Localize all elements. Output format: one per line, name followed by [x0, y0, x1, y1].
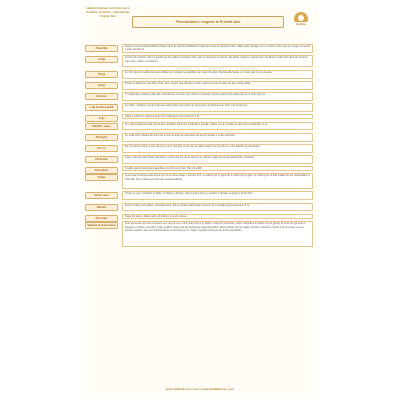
- page-title: Përmbledhim i tregimit të Profetit Nuh: [175, 20, 241, 24]
- table-row: [82, 144, 318, 153]
- summary-table: [82, 44, 318, 250]
- row-label: Përfundimi: [85, 156, 118, 163]
- row-label: Anija: [85, 115, 118, 122]
- table-row: [82, 103, 318, 112]
- row-content: Nuh ibn Lamek ibn Matushalah ibn Hanuh (Idris) ibn Jarid ibn Mahalail ibn Kajnan ibn Anush ibn Shith ibn Adem, Allahu qoftë i kënaqur me ta. Ai ishte profeti i parë që u dërgua te njerëzit e tokës pas Ademit.: [122, 44, 313, 53]
- row-label: Prejardhja: [85, 45, 118, 52]
- table-row: [82, 191, 318, 200]
- row-label: Mësimet: [85, 204, 118, 211]
- row-label: Përfundim: [85, 215, 118, 222]
- row-label: Ndërtimi i anijes: [85, 123, 118, 130]
- row-label: Refuzimi: [85, 93, 118, 100]
- row-content: Durimi në thirrje drejt Allahut, mbështetja tek Ai, dhe se shpëtimi është vetëm në besim dhe në bindje ndaj të dërguarve të Tij.: [122, 203, 313, 212]
- row-content: Biri i tij refuzoi të hipte në anije dhe tha se do të strehohej në një mal, por valët e ndanë mes tyre dhe ai u mbyt bashkë me jobesimtarët.: [122, 144, 313, 153]
- row-content: Ai lindi rreth njëqind e njëzet e gjashtë vjet pas vdekjes së Ademit. Ishte i pari i të dërguarve me sheriat, dhe Allahu e dërgoi te populli i tij kur ata filluan të adhuronin idhujt dhe devijuan nga rruga e drejtë e monoteizmit.: [122, 55, 313, 67]
- table-row: [82, 55, 318, 67]
- row-content: Thuhet se varri i tij ndodhet në Mekë, në Xhamin e Shenjtë, ndërsa të tjerë thonë se ndodhet në Bekaa, në qytetin e Kerkut Nuh.: [122, 191, 313, 200]
- table-row: [82, 166, 318, 171]
- row-content: Kur erdhi urdhri i Allahut dhe furra vloi, ai mori në anije nga çdo krijesë nga një çift, familjen e tij dhe besimtarët.: [122, 133, 313, 142]
- row-label: Vdekja: [85, 174, 118, 181]
- row-content: Të gjithë njerëzit pas tij janë pasardhës të tre bijve të tij: Sam, Ham dhe Jafith.: [122, 166, 313, 171]
- table-row: [82, 173, 318, 189]
- table-row: [82, 114, 318, 119]
- table-row: [82, 221, 318, 247]
- page-header: [82, 6, 318, 44]
- document-page: [82, 6, 318, 394]
- row-content: Ai e ndërtoi anijen larg detit, dhe sa herë që kalonin pranë tij të mëdhenjtë e popullit, e tallnin, por ai u thoshte se edhe ata do të talleshin me ta.: [122, 122, 313, 131]
- page-footer: www.HadithEncyc.com | www.HadithEncyc.com: [165, 387, 235, 391]
- row-content: Nuhu përmendet në Kuran në shumë sure, dhe një sure e tërë mban emrin e tij. Allahu e quajti rob mirënjohës, sepse e falënderonte Allahun në çdo gjendje. Ai është një nga pesë të dërguarit e vendosur (ulul-azm): Nuhu, Ibrahimi, Musai, Isai dhe Muhamedi, paqja dhe bekimi i Allahut qofshin mbi ta të gjithë. Në Ditën e Kiametit, populli i tij do ta mohojë se ai ua përcolli mesazhin, dhe umeti i Muhamedit do të dëshmojë për të. Tregimi i tij është mësim për çdo thirrës drejt Allahut.: [122, 221, 313, 247]
- row-label: Përmbytja: [85, 134, 118, 141]
- row-label: Thirrja: [85, 71, 118, 78]
- row-content: Të mëdhenjtë e popullit e tallën dhe e akuzuan për çmenduri, dhe i thanë se pasuesit e tij ishin vetëm më të dobëtit dhe më të varfrit prej tyre.: [122, 92, 313, 101]
- table-row: [82, 155, 318, 164]
- row-content: Ai i thirri njerëzit të adhuronin vetëm Allahun për nëntëqind e pesëdhjetë vjet, natën dhe ditën, fshehtas dhe haptas, por vetëm pak prej tyre besuan.: [122, 70, 313, 79]
- row-content: Ai jetoi pas përmbytjes edhe shumë vjet. Kur iu afrua vdekja, u tha bijve të tij: Ju urdhëroj për dy gjëra dhe ju ndaloj nga dy gjëra. Ju urdhëroj për La ilahe il-lallah dhe për Subhanallahi ue bihamdihi, dhe ju ndaloj nga shirku dhe mendjemadhësia.: [122, 173, 313, 189]
- row-content: Kur Allahu i shpalli se nuk do të besonte askush tjetër nga populli i tij, përveç atyre që kishin besuar, Nuhu u lut kundër tyre.: [122, 103, 313, 112]
- row-content: Populli i tij adhuronte pesë idhuj: Vedd, Suva, Jeguth, Jeuk dhe Nesr, emrat e njerëzve të mirë të cilëve më pas u bënë statuja.: [122, 81, 313, 90]
- row-label: Shënime të rëndësishme: [85, 222, 118, 229]
- table-row: [82, 203, 318, 212]
- row-label: Lutja kundër popullit: [85, 104, 118, 111]
- site-logo: [288, 12, 314, 30]
- row-label: Pasardhësit: [85, 167, 118, 174]
- row-content: Allahu e urdhëroi të ndërtonte anijen nën mbikëqyrjen dhe frymëzimin e Tij.: [122, 114, 313, 119]
- table-row: [82, 70, 318, 79]
- row-label: Biri i tij: [85, 145, 118, 152]
- title-box: [132, 16, 284, 28]
- logo-icon: [294, 12, 308, 22]
- row-label: Lindja: [85, 56, 118, 63]
- table-row: [82, 81, 318, 90]
- row-content: Anija u ndal mbi malin Xhudij, dhe Allahu e shpëtoi atë dhe ata që ishin me të, ndërsa të gjithë ata që përgënjeshtruan u fundosën.: [122, 155, 313, 164]
- table-row: [82, 44, 318, 53]
- table-row: [82, 122, 318, 131]
- table-row: [82, 92, 318, 101]
- row-label: Vendi i varrit: [85, 192, 118, 199]
- logo-text: Hadithet: [295, 23, 307, 26]
- row-content: Paqja dhe bekimi i Allahut qoftë mbi Nuhun në mesin e botëve.: [122, 214, 313, 219]
- top-note: Hadhat i Ilustruar rreth Historive të Profetëve të Islamit — Kapitulli mbi Profetin Nuh: [86, 7, 130, 18]
- row-label: Idhujt: [85, 82, 118, 89]
- table-row: [82, 214, 318, 219]
- table-row: [82, 133, 318, 142]
